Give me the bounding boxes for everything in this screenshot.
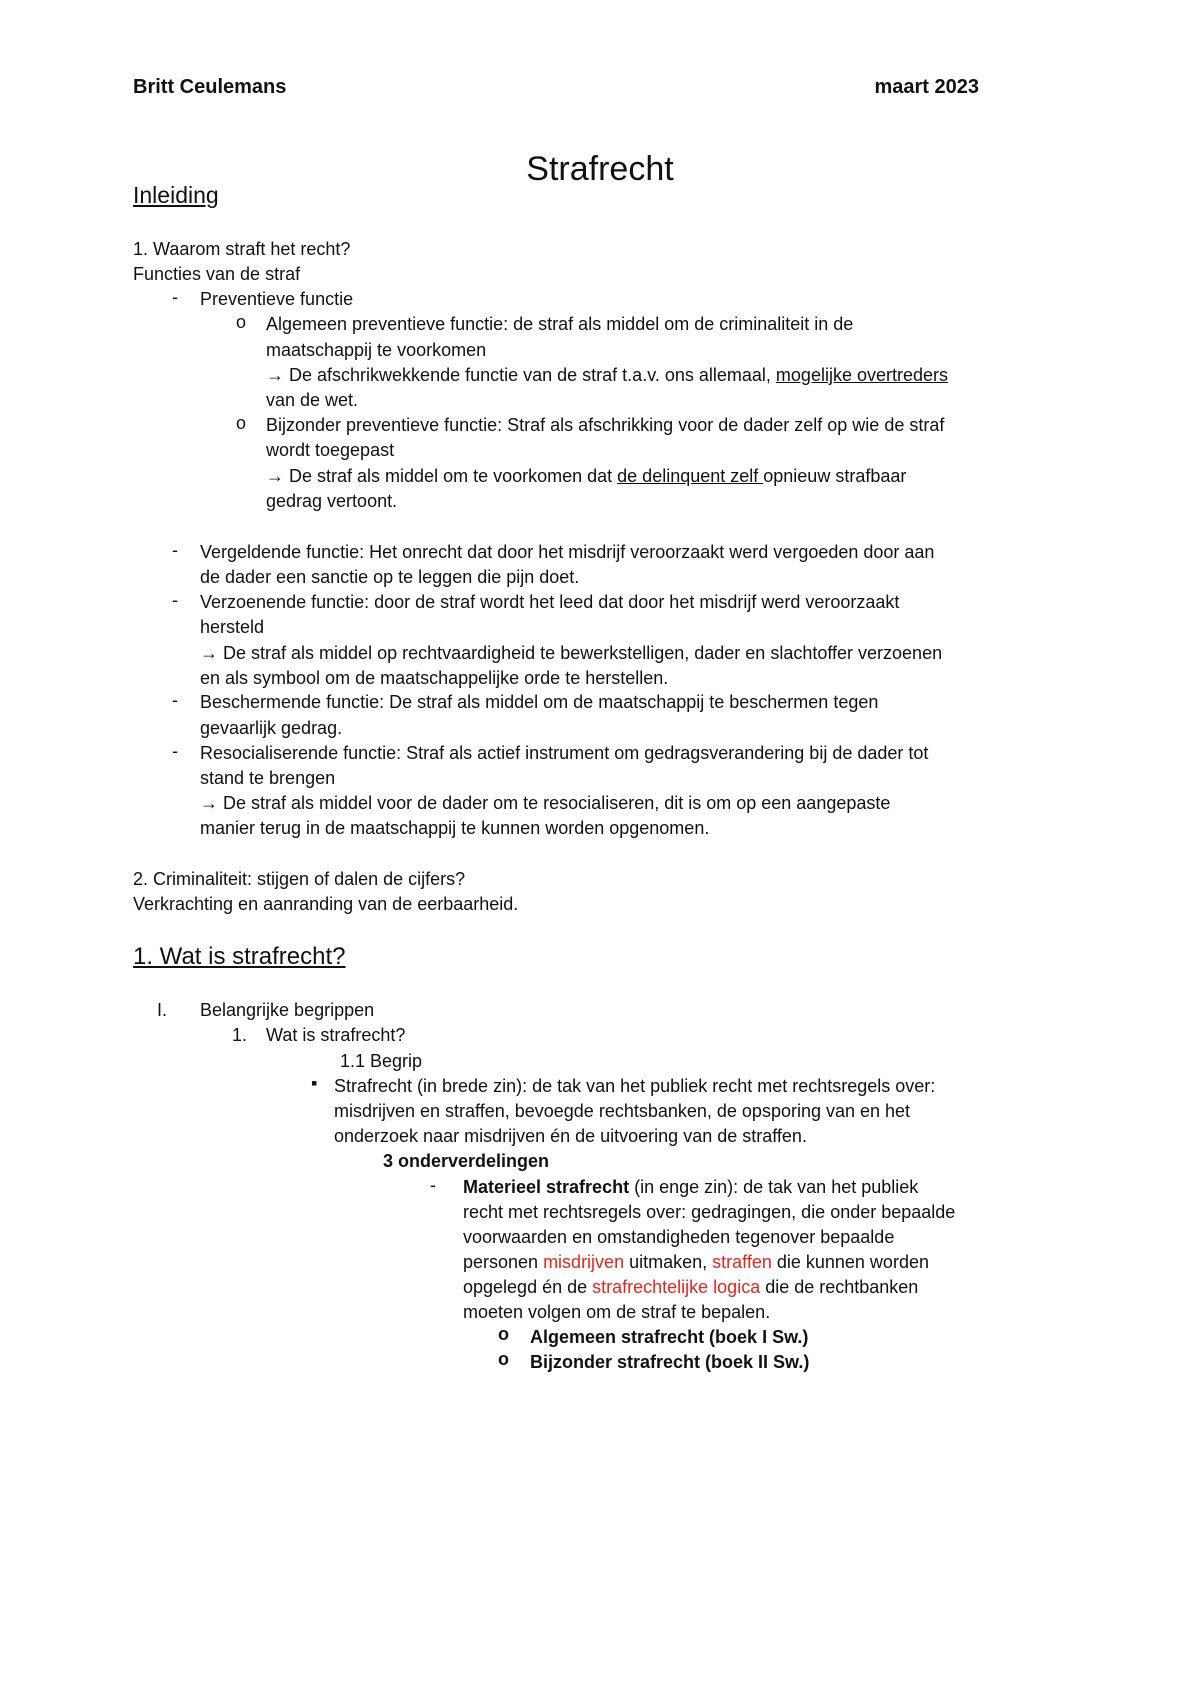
underlined-text: mogelijke overtreders <box>775 365 948 385</box>
circle-marker: o <box>498 1324 509 1344</box>
heading-inleiding: Inleiding <box>133 182 219 208</box>
dash-marker: - <box>172 540 178 560</box>
vergeldende-line1: Vergeldende functie: Het onrecht dat door het misdrijf veroorzaakt werd vergoeden door aan <box>200 542 935 562</box>
dash-marker: - <box>172 287 178 307</box>
resocialiserende-arrow-line2: manier terug in de maatschappij te kunnen worden opgenomen. <box>200 818 710 838</box>
materieel-line3: voorwaarden en omstandigheden tegenover bepaalde <box>463 1227 895 1247</box>
text: opgelegd én de <box>463 1277 593 1297</box>
square-marker: ▪ <box>311 1073 318 1093</box>
resocialiserende-line1: Resocialiserende functie: Straf als actief instrument om gedragsverandering bij de dader tot <box>200 743 929 763</box>
definitie-line1: Strafrecht (in brede zin): de tak van het publiek recht met rechtsregels over: <box>334 1076 936 1096</box>
resocialiserende-line2: stand te brengen <box>200 768 336 788</box>
definitie-line3: onderzoek naar misdrijven én de uitvoering van de straffen. <box>334 1126 807 1146</box>
bijzonder-arrow-line2: gedrag vertoont. <box>266 491 398 511</box>
materieel-line1 <box>463 1174 918 1201</box>
number-marker: 1. <box>232 1025 248 1045</box>
text: die de rechtbanken <box>760 1277 919 1297</box>
dash-marker: - <box>172 741 178 761</box>
red-term-logica: strafrechtelijke logica <box>592 1277 761 1297</box>
page-title: Strafrecht <box>526 150 674 188</box>
vergeldende-line2: de dader een sanctie op te leggen die pijn doet. <box>200 567 580 587</box>
circle-marker: o <box>236 312 247 332</box>
materieel-line2: recht met rechtsregels over: gedragingen, die onder bepaalde <box>463 1202 956 1222</box>
verzoenende-arrow-line2: en als symbool om de maatschappelijke orde te herstellen. <box>200 668 669 688</box>
definitie-line2: misdrijven en straffen, bevoegde rechtsbanken, de opsporing van en het <box>334 1101 911 1121</box>
arrow-text-end: opnieuw strafbaar <box>763 466 907 486</box>
question-1: 1. Waarom straft het recht? <box>133 239 351 259</box>
arrow-text: De straf als middel om te voorkomen dat <box>289 466 618 486</box>
verzoenende-line1: Verzoenende functie: door de straf wordt het leed dat door het misdrijf werd veroorzaakt <box>200 592 900 612</box>
belangrijke-begrippen: Belangrijke begrippen <box>200 1000 375 1020</box>
question-2-text: Verkrachting en aanranding van de eerbaarheid. <box>133 894 519 914</box>
circle-marker: o <box>236 413 247 433</box>
materieel-line4 <box>463 1249 929 1276</box>
red-term-misdrijven: misdrijven <box>543 1252 625 1272</box>
arrow-icon: → <box>200 643 218 663</box>
functies-label: Functies van de straf <box>133 264 301 284</box>
arrow-text: De straf als middel voor de dader om te resocialiseren, dit is om op een aangepaste <box>223 793 891 813</box>
algemeen-arrow-line1 <box>266 362 948 389</box>
materieel-text: (in enge zin): de tak van het publiek <box>629 1177 919 1197</box>
dash-marker: - <box>172 590 178 610</box>
beschermende-line2: gevaarlijk gedrag. <box>200 718 343 738</box>
begrip-label: 1.1 Begrip <box>340 1051 423 1071</box>
text: personen <box>463 1252 544 1272</box>
circle-marker: o <box>498 1349 509 1369</box>
beschermende-line1: Beschermende functie: De straf als middel om de maatschappij te beschermen tegen <box>200 692 879 712</box>
arrow-icon: → <box>266 365 284 385</box>
roman-marker: I. <box>157 1000 168 1020</box>
bijzonder-arrow-line1 <box>266 463 906 490</box>
algemeen-preventief-line1: Algemeen preventieve functie: de straf als middel om de criminaliteit in de <box>266 314 854 334</box>
heading-wat-is-strafrecht: 1. Wat is strafrecht? <box>133 943 346 970</box>
text: die kunnen worden <box>771 1252 929 1272</box>
onderverdelingen-label: 3 onderverdelingen <box>383 1151 550 1171</box>
algemeen-arrow-line2: van de wet. <box>266 390 359 410</box>
dash-marker: - <box>430 1175 436 1195</box>
text: uitmaken, <box>624 1252 713 1272</box>
verzoenende-line2: hersteld <box>200 617 265 637</box>
underlined-text: de delinquent zelf <box>617 466 764 486</box>
arrow-text: De afschrikwekkende functie van de straf t.a.v. ons allemaal, <box>289 365 776 385</box>
algemeen-strafrecht: Algemeen strafrecht (boek I Sw.) <box>530 1327 809 1347</box>
arrow-icon: → <box>266 466 284 486</box>
arrow-icon: → <box>200 793 218 813</box>
red-term-straffen: straffen <box>712 1252 772 1272</box>
header-author: Britt Ceulemans <box>133 76 287 98</box>
resocialiserende-arrow-line1 <box>200 790 890 817</box>
question-2: 2. Criminaliteit: stijgen of dalen de cijfers? <box>133 869 466 889</box>
arrow-text: De straf als middel op rechtvaardigheid te bewerkstelligen, dader en slachtoffer verzoenen <box>223 643 943 663</box>
materieel-line6: moeten volgen om de straf te bepalen. <box>463 1302 771 1322</box>
dash-marker: - <box>172 690 178 710</box>
preventieve-label: Preventieve functie <box>200 289 354 309</box>
bijzonder-preventief-line2: wordt toegepast <box>266 440 395 460</box>
algemeen-preventief-line2: maatschappij te voorkomen <box>266 340 487 360</box>
header-date: maart 2023 <box>874 76 979 98</box>
bijzonder-preventief-line1: Bijzonder preventieve functie: Straf als afschrikking voor de dader zelf op wie de straf <box>266 415 945 435</box>
wat-is-strafrecht-sub: Wat is strafrecht? <box>266 1025 406 1045</box>
materieel-bold: Materieel strafrecht <box>463 1177 630 1197</box>
verzoenende-arrow-line1 <box>200 640 942 667</box>
materieel-line5 <box>463 1274 918 1301</box>
bijzonder-strafrecht: Bijzonder strafrecht (boek II Sw.) <box>530 1352 810 1372</box>
